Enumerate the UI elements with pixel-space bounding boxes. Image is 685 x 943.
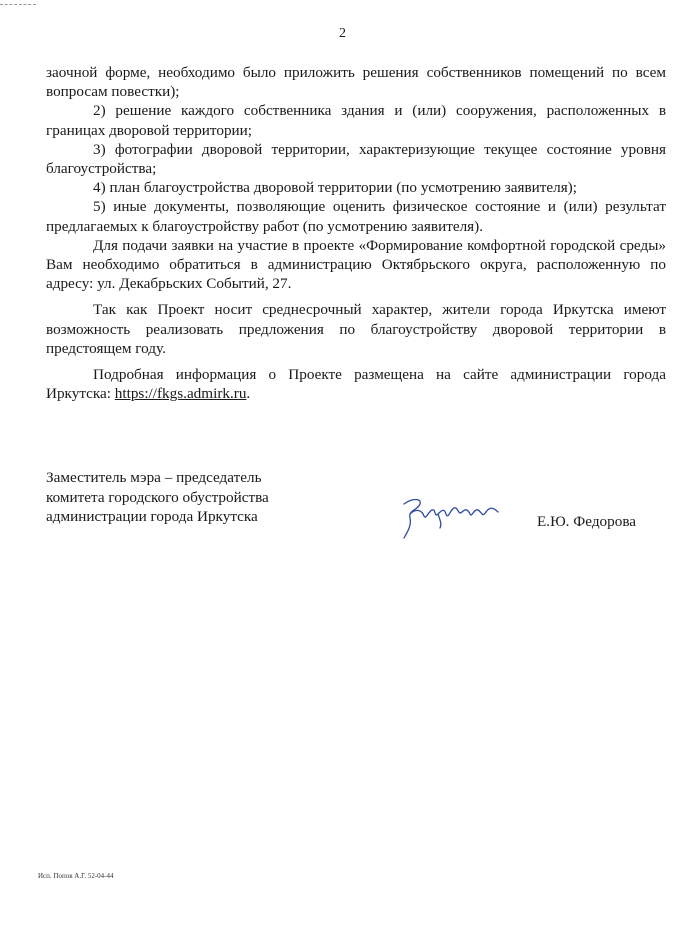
signer-name: Е.Ю. Федорова xyxy=(537,513,637,530)
signatory-title xyxy=(46,468,269,527)
executor-note: Исп. Попов А.Г. 52-04-44 xyxy=(38,872,114,880)
list-item-4: 4) план благоустройства дворовой территории (по усмотрению заявителя); xyxy=(93,179,577,197)
list-item-2: 2) решение каждого собственника здания и (или) сооружения, расположенных в границах дворовой территории; xyxy=(46,102,666,139)
letter-body xyxy=(46,63,666,403)
paragraph-info xyxy=(46,365,666,403)
list-item-5: 5) иные документы, позволяющие оценить физическое состояние и (или) результат предлагаемых к благоустройству работ (по усмотрению заявителя). xyxy=(46,198,666,235)
signatory-title-line: администрации города Иркутска xyxy=(46,508,258,525)
website-link[interactable]: https://fkgs.admirk.ru xyxy=(114,385,247,403)
paragraph-project: Так как Проект носит среднесрочный характер, жители города Иркутска имеют возможность реализовать предложения по благоустройству дворовой территории в предстоящем году. xyxy=(46,301,666,357)
info-text: Подробная информация о Проекте размещена на сайте администрации города Иркутска: xyxy=(46,366,666,403)
signatory-title-line: Заместитель мэра – председатель xyxy=(46,469,262,486)
paragraph-application: Для подачи заявки на участие в проекте «Формирование комфортной городской среды» Вам необходимо обратиться в администрацию Октябрьского округа, расположенную по адресу: ул. Декабрьских Событий, 27. xyxy=(46,236,666,293)
scan-mark xyxy=(0,0,36,5)
info-suffix: . xyxy=(246,385,251,403)
handwritten-signature xyxy=(398,494,506,540)
page-number: 2 xyxy=(339,26,346,41)
paragraph-continuation: заочной форме, необходимо было приложить решения собственников помещений по всем вопросам повестки); xyxy=(46,64,666,101)
list-item-3: 3) фотографии дворовой территории, характеризующие текущее состояние уровня благоустройства; xyxy=(46,140,666,178)
signatory-title-line: комитета городского обустройства xyxy=(46,488,269,506)
